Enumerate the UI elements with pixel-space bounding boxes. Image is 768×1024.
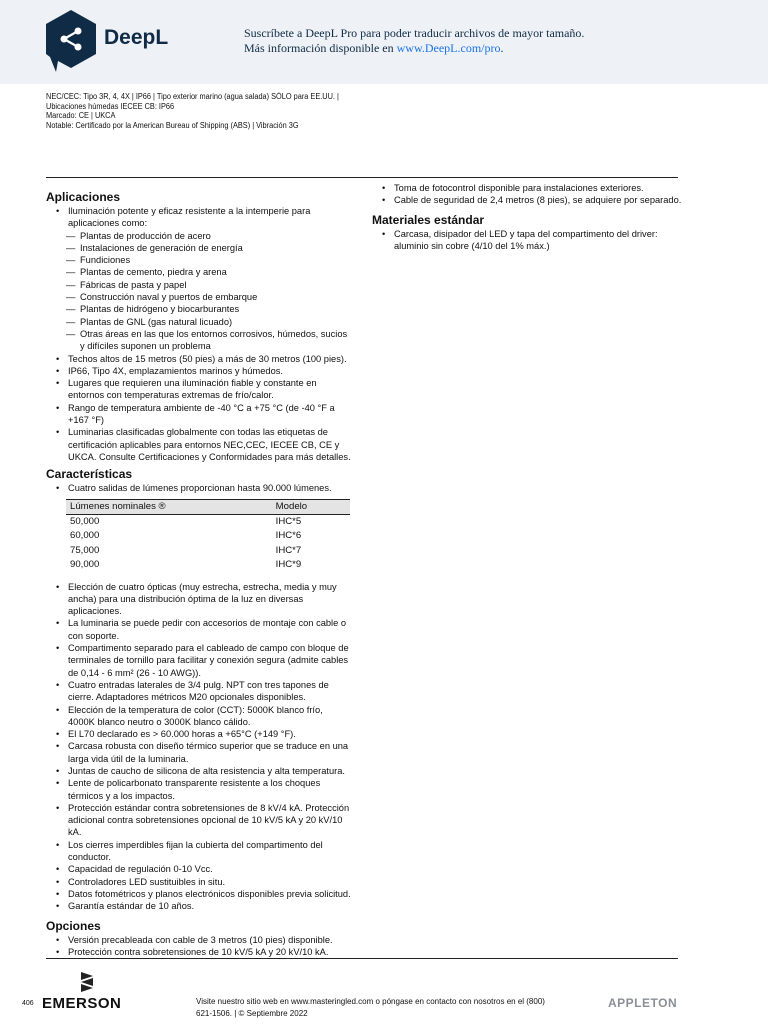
- list-item: • Capacidad de regulación 0-10 Vcc.: [46, 863, 352, 875]
- list-item: • Protección estándar contra sobretensiones de 8 kV/4 kA. Protección adicional contra sobretensiones opcional de 10 kV/5 kA y 20 kV/10 kA.: [46, 802, 352, 839]
- list-item: • La luminaria se puede pedir con accesorios de montaje con cable o con soporte.: [46, 617, 352, 642]
- table-row: [66, 558, 350, 573]
- deepl-logo-icon: [46, 10, 96, 72]
- list-item: • Carcasa, disipador del LED y tapa del compartimento del driver: aluminio sin cobre (4/10 del 1% máx.): [372, 228, 682, 253]
- table-cell: 90,000: [70, 559, 100, 571]
- footer-contact: Visite nuestro sitio web en www.masteringled.com o póngase en contacto con nosotros en el (800) 621-1506. | © Septiembre 2022: [196, 997, 545, 1018]
- table-header: Modelo: [272, 499, 350, 514]
- lumens-table-body: [66, 514, 350, 573]
- appleton-wordmark: APPLETON: [608, 996, 678, 1010]
- list-item: • Lugares que requieren una iluminación fiable y constante en entornos con temperaturas extremas de frío/calor.: [46, 377, 352, 402]
- list-item: • Iluminación potente y eficaz resistente a la intemperie para aplicaciones como:: [46, 205, 352, 230]
- list-item: • El L70 declarado es > 60.000 horas a +65°C (+149 °F).: [46, 728, 352, 740]
- list-item: — Plantas de GNL (gas natural licuado): [46, 316, 352, 328]
- table-cell: IHC*6: [275, 530, 302, 542]
- cert-line: Ubicaciones húmedas IECEE CB: IP66: [46, 101, 175, 111]
- list-item: • Rango de temperatura ambiente de -40 °C a +75 °C (de -40 °F a +167 °F): [46, 402, 352, 427]
- list-item: — Plantas de cemento, piedra y arena: [46, 266, 352, 278]
- list-item: • Cable de seguridad de 2,4 metros (8 pies), se adquiere por separado.: [372, 194, 682, 206]
- list-item: • Cuatro salidas de lúmenes proporcionan hasta 90.000 lúmenes.: [46, 482, 352, 494]
- emerson-logo-icon: [78, 970, 96, 992]
- list-item: • Datos fotométricos y planos electrónicos disponibles previa solicitud.: [46, 888, 352, 900]
- features-intro-list: [46, 482, 352, 494]
- deepl-banner: [0, 0, 768, 84]
- list-item: • Elección de la temperatura de color (CCT): 5000K blanco frío, 4000K blanco neutro o 3000K blanco cálido.: [46, 704, 352, 729]
- features-heading: Características: [46, 467, 133, 482]
- table-cell: IHC*5: [275, 515, 302, 527]
- right-column: [372, 182, 682, 252]
- table-row: [66, 544, 350, 559]
- table-row: [66, 529, 350, 544]
- table-header-row: [66, 499, 350, 514]
- left-column: [46, 190, 352, 958]
- page-number: 406: [22, 1000, 34, 1007]
- cert-line: Notable: Certificado por la American Bureau of Shipping (ABS) | Vibración 3G: [46, 120, 299, 130]
- list-item: • Techos altos de 15 metros (50 pies) a más de 30 metros (100 pies).: [46, 353, 352, 365]
- list-item: — Instalaciones de generación de energía: [46, 242, 352, 254]
- list-item: • Protección contra sobretensiones de 10 kV/5 kA y 20 kV/10 kA.: [46, 946, 352, 958]
- applications-heading: Aplicaciones: [46, 190, 121, 204]
- features-bullets: [46, 581, 352, 913]
- certifications-block: [46, 92, 339, 130]
- table-cell: IHC*9: [275, 559, 302, 571]
- list-item: • Garantía estándar de 10 años.: [46, 900, 352, 912]
- bottom-rule: [46, 958, 678, 959]
- list-item: • Lente de policarbonato transparente resistente a los choques térmicos y a los impactos.: [46, 777, 352, 802]
- list-item: — Fábricas de pasta y papel: [46, 279, 352, 291]
- right-bullets: [372, 182, 682, 207]
- emerson-wordmark: EMERSON: [42, 995, 122, 1012]
- top-rule: [46, 177, 678, 178]
- table-header: Lúmenes nominales ®: [66, 499, 272, 514]
- table-cell: 60,000: [70, 530, 100, 542]
- list-item: • Los cierres imperdibles fijan la cubierta del compartimento del conductor.: [46, 839, 352, 864]
- applications-dash-list: [46, 230, 352, 353]
- promo-line-2: [244, 41, 584, 56]
- applications-bullets: [46, 353, 352, 464]
- list-item: • Cuatro entradas laterales de 3/4 pulg. NPT con tres tapones de cierre. Adaptadores métricos M20 opcionales disponibles.: [46, 679, 352, 704]
- options-heading: Opciones: [46, 918, 101, 933]
- table-cell: IHC*7: [275, 544, 302, 556]
- list-item: • Carcasa robusta con diseño térmico superior que se traduce en una larga vida útil de la luminaria.: [46, 740, 352, 765]
- list-item: • Controladores LED sustituibles in situ.: [46, 876, 352, 888]
- cert-line: Marcado: CE | UKCA: [46, 111, 116, 121]
- materials-bullets: [372, 228, 682, 253]
- lumens-table: [66, 499, 350, 573]
- list-item: • Juntas de caucho de silicona de alta resistencia y alta temperatura.: [46, 765, 352, 777]
- list-item: — Otras áreas en las que los entornos corrosivos, húmedos, sucios y difíciles suponen un problema: [46, 328, 352, 353]
- deepl-pro-link[interactable]: www.DeepL.com/pro: [396, 41, 501, 55]
- promo-prefix: Más información disponible en: [244, 41, 397, 55]
- list-item: — Construcción naval y puertos de embarque: [46, 291, 352, 303]
- deepl-wordmark: DeepL: [104, 26, 169, 49]
- list-item: • Elección de cuatro ópticas (muy estrecha, estrecha, media y muy ancha) para una distribución óptima de la luz en diversas aplicaciones.: [46, 581, 352, 618]
- list-item: — Plantas de producción de acero: [46, 230, 352, 242]
- table-cell: 75,000: [70, 544, 100, 556]
- list-item: • Toma de fotocontrol disponible para instalaciones exteriores.: [372, 182, 682, 194]
- table-row: [66, 514, 350, 529]
- list-item: • Versión precableada con cable de 3 metros (10 pies) disponible.: [46, 934, 352, 946]
- list-item: • Luminarias clasificadas globalmente con todas las etiquetas de certificación aplicables para entornos NEC,CEC, IECEE CB, CE y UKCA. Consulte Certificaciones y Conformidades para más detalles.: [46, 426, 352, 463]
- materials-heading: Materiales estándar: [372, 212, 485, 227]
- list-item: — Plantas de hidrógeno y biocarburantes: [46, 303, 352, 315]
- options-bullets: [46, 934, 352, 959]
- promo-suffix: .: [500, 41, 504, 55]
- table-cell: 50,000: [70, 515, 100, 527]
- list-item: • Compartimento separado para el cableado de campo con bloque de terminales de tornillo para facilitar y conexión segura (admite cables de 0,14 - 6 mm² (26 - 10 AWG)).: [46, 642, 352, 679]
- list-item: — Fundiciones: [46, 254, 352, 266]
- promo-line-1: Suscríbete a DeepL Pro para poder traducir archivos de mayor tamaño.: [244, 26, 585, 40]
- cert-line: NEC/CEC: Tipo 3R, 4, 4X | IP66 | Tipo exterior marino (agua salada) SÓLO para EE.UU. |: [46, 92, 339, 101]
- list-item: • IP66, Tipo 4X, emplazamientos marinos y húmedos.: [46, 365, 352, 377]
- applications-list: [46, 205, 352, 230]
- deepl-promo: [244, 26, 584, 56]
